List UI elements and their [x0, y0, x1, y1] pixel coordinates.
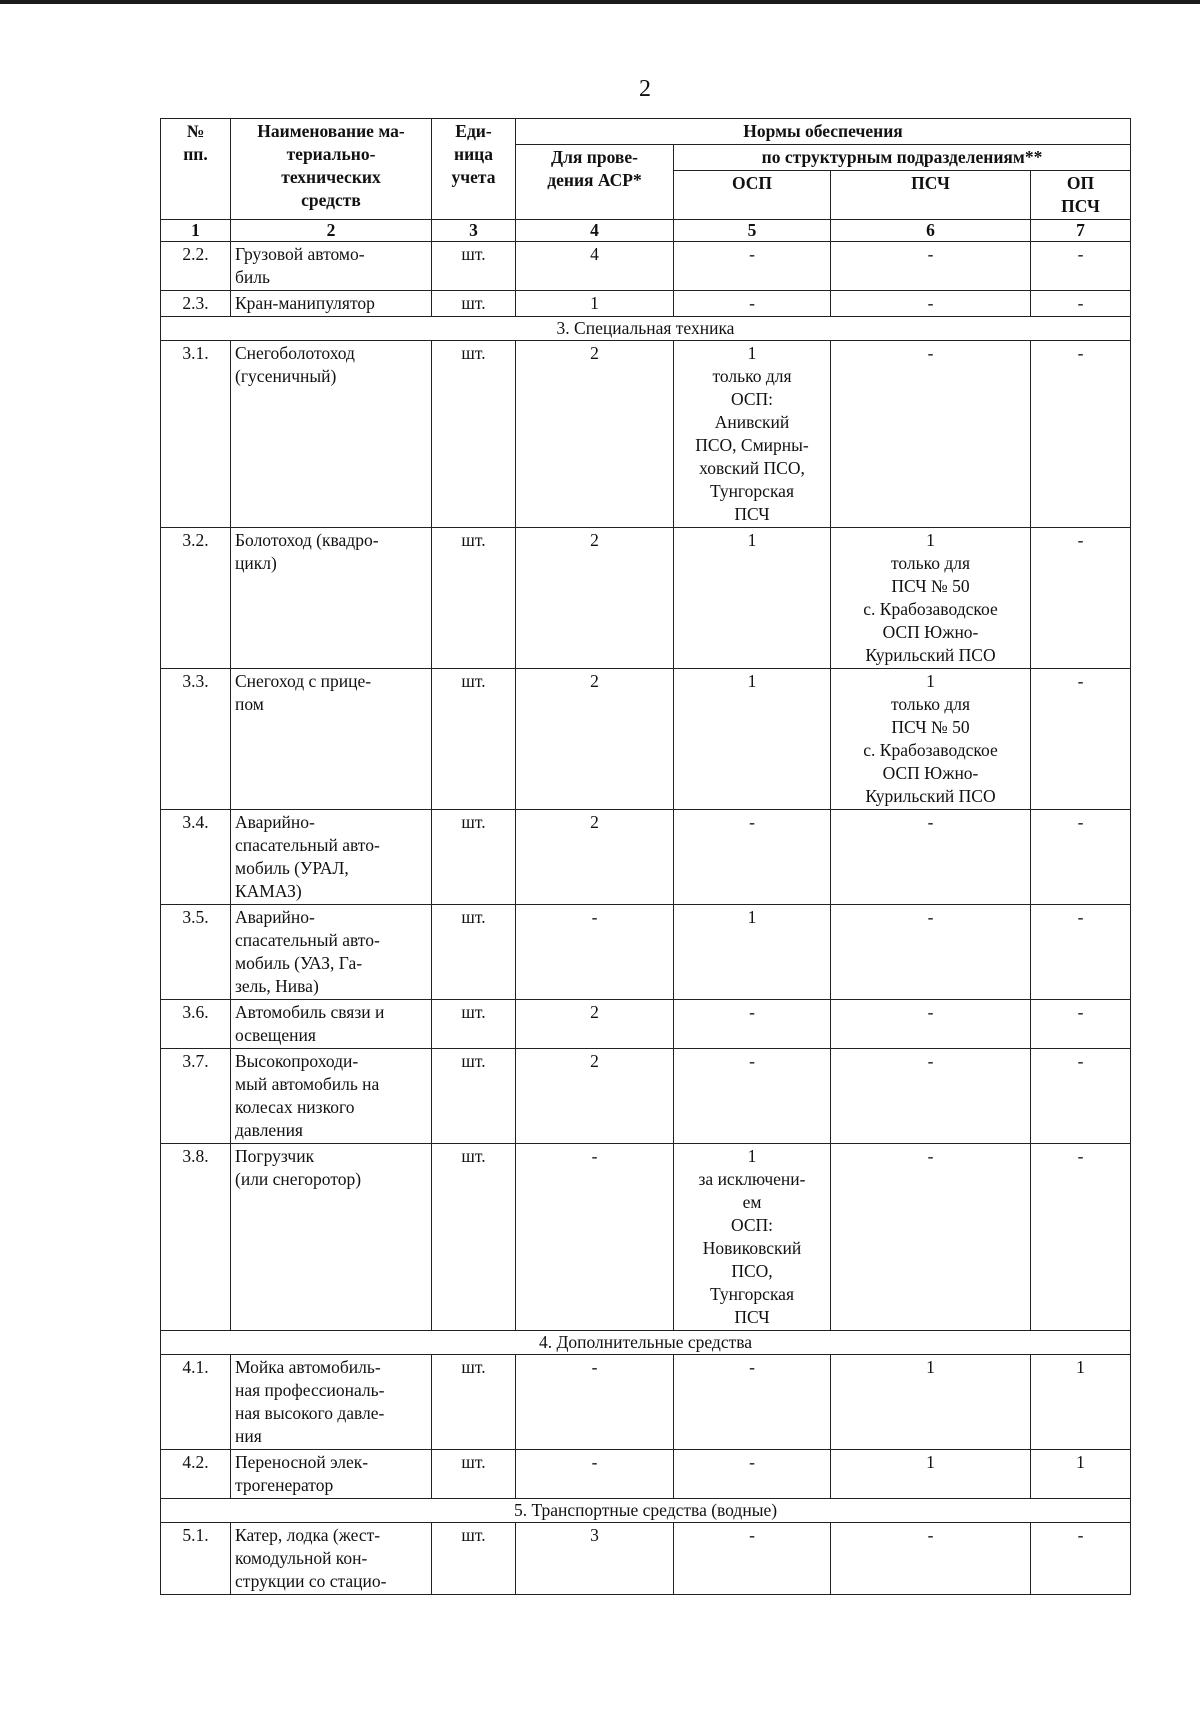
row-number: 3.5.: [161, 905, 231, 1000]
column-number: 7: [1031, 220, 1131, 242]
column-number: 5: [674, 220, 831, 242]
norm-psch: 1 только для ПСЧ № 50 с. Крабозаводское ОСП Южно- Курильский ПСО: [831, 669, 1031, 810]
table-row: [161, 1355, 1131, 1450]
norm-asr: 2: [516, 1000, 674, 1049]
table-row: [161, 242, 1131, 291]
norm-osp: -: [674, 1355, 831, 1450]
item-name: Снегоболотоход (гусеничный): [231, 341, 432, 528]
norm-asr: -: [516, 905, 674, 1000]
item-unit: шт.: [432, 905, 516, 1000]
norm-osp: -: [674, 291, 831, 317]
norm-op-psch: -: [1031, 1523, 1131, 1595]
item-name: Кран-манипулятор: [231, 291, 432, 317]
item-unit: шт.: [432, 1144, 516, 1331]
table-row: [161, 1000, 1131, 1049]
norm-op-psch: -: [1031, 528, 1131, 669]
header-norms: Нормы обеспечения: [516, 119, 1131, 145]
table-row: [161, 905, 1131, 1000]
table-row: [161, 1523, 1131, 1595]
row-number: 5.1.: [161, 1523, 231, 1595]
column-numbers-row: [161, 220, 1131, 242]
section-row: [161, 317, 1131, 341]
item-unit: шт.: [432, 242, 516, 291]
norm-psch: -: [831, 291, 1031, 317]
item-unit: шт.: [432, 810, 516, 905]
item-name: Погрузчик (или снегоротор): [231, 1144, 432, 1331]
norm-op-psch: -: [1031, 905, 1131, 1000]
item-name: Автомобиль связи и освещения: [231, 1000, 432, 1049]
section-row: [161, 1499, 1131, 1523]
norm-asr: 1: [516, 291, 674, 317]
row-number: 3.8.: [161, 1144, 231, 1331]
row-number: 2.3.: [161, 291, 231, 317]
item-unit: шт.: [432, 1355, 516, 1450]
norm-asr: 2: [516, 810, 674, 905]
norm-op-psch: -: [1031, 810, 1131, 905]
section-row: [161, 1331, 1131, 1355]
header-op-psch: ОП ПСЧ: [1031, 171, 1131, 220]
table-row: [161, 1144, 1131, 1331]
norm-osp: 1 только для ОСП: Анивский ПСО, Смирны- ховский ПСО, Тунгорская ПСЧ: [674, 341, 831, 528]
norm-psch: 1: [831, 1355, 1031, 1450]
row-number: 3.1.: [161, 341, 231, 528]
item-name: Грузовой автомо- биль: [231, 242, 432, 291]
norm-psch: -: [831, 341, 1031, 528]
header-asr: Для прове- дения АСР*: [516, 145, 674, 220]
header-psch: ПСЧ: [831, 171, 1031, 220]
header-row-1: [161, 119, 1131, 145]
norm-op-psch: -: [1031, 341, 1131, 528]
norm-psch: -: [831, 1049, 1031, 1144]
item-unit: шт.: [432, 1000, 516, 1049]
item-unit: шт.: [432, 528, 516, 669]
header-by-units: по структурным подразделениям**: [674, 145, 1131, 171]
norm-op-psch: -: [1031, 1000, 1131, 1049]
row-number: 3.7.: [161, 1049, 231, 1144]
norm-psch: 1 только для ПСЧ № 50 с. Крабозаводское ОСП Южно- Курильский ПСО: [831, 528, 1031, 669]
norm-op-psch: -: [1031, 1049, 1131, 1144]
column-number: 1: [161, 220, 231, 242]
norm-psch: 1: [831, 1450, 1031, 1499]
norm-asr: -: [516, 1450, 674, 1499]
row-number: 4.2.: [161, 1450, 231, 1499]
column-number: 6: [831, 220, 1031, 242]
row-number: 3.2.: [161, 528, 231, 669]
norm-osp: -: [674, 1523, 831, 1595]
table-row: [161, 528, 1131, 669]
column-number: 4: [516, 220, 674, 242]
norm-asr: 3: [516, 1523, 674, 1595]
item-unit: шт.: [432, 341, 516, 528]
norm-psch: -: [831, 905, 1031, 1000]
item-name: Болотоход (квадро- цикл): [231, 528, 432, 669]
row-number: 2.2.: [161, 242, 231, 291]
norm-op-psch: -: [1031, 1144, 1131, 1331]
header-osp: ОСП: [674, 171, 831, 220]
item-unit: шт.: [432, 1049, 516, 1144]
header-num: № пп.: [161, 119, 231, 220]
norm-psch: -: [831, 1144, 1031, 1331]
column-number: 2: [231, 220, 432, 242]
norm-osp: 1 за исключени- ем ОСП: Новиковский ПСО, Тунгорская ПСЧ: [674, 1144, 831, 1331]
table-row: [161, 1450, 1131, 1499]
norm-psch: -: [831, 242, 1031, 291]
item-unit: шт.: [432, 291, 516, 317]
row-number: 3.4.: [161, 810, 231, 905]
row-number: 4.1.: [161, 1355, 231, 1450]
norm-psch: -: [831, 810, 1031, 905]
item-name: Снегоход с прице- пом: [231, 669, 432, 810]
item-name: Переносной элек- трогенератор: [231, 1450, 432, 1499]
item-unit: шт.: [432, 669, 516, 810]
norm-op-psch: -: [1031, 291, 1131, 317]
table-body: [161, 242, 1131, 1595]
item-unit: шт.: [432, 1523, 516, 1595]
top-border-line: [0, 0, 1200, 4]
norm-asr: 2: [516, 1049, 674, 1144]
table-row: [161, 810, 1131, 905]
item-name: Аварийно- спасательный авто- мобиль (УАЗ, Га- зель, Нива): [231, 905, 432, 1000]
item-name: Аварийно- спасательный авто- мобиль (УРАЛ, КАМАЗ): [231, 810, 432, 905]
table-row: [161, 669, 1131, 810]
header-unit: Еди- ница учета: [432, 119, 516, 220]
norm-osp: 1: [674, 669, 831, 810]
norm-asr: -: [516, 1144, 674, 1331]
norm-op-psch: -: [1031, 242, 1131, 291]
norm-osp: -: [674, 1450, 831, 1499]
header-name: Наименование ма- териально- технических средств: [231, 119, 432, 220]
table-row: [161, 291, 1131, 317]
column-number: 3: [432, 220, 516, 242]
item-unit: шт.: [432, 1450, 516, 1499]
norm-osp: -: [674, 810, 831, 905]
norm-psch: -: [831, 1523, 1031, 1595]
norm-osp: 1: [674, 528, 831, 669]
item-name: Катер, лодка (жест- комодульной кон- струкции со стацио-: [231, 1523, 432, 1595]
norm-osp: -: [674, 1000, 831, 1049]
item-name: Высокопроходи- мый автомобиль на колесах низкого давления: [231, 1049, 432, 1144]
table-row: [161, 341, 1131, 528]
section-title: 5. Транспортные средства (водные): [161, 1499, 1131, 1523]
norm-asr: -: [516, 1355, 674, 1450]
row-number: 3.6.: [161, 1000, 231, 1049]
norm-asr: 4: [516, 242, 674, 291]
row-number: 3.3.: [161, 669, 231, 810]
norm-osp: -: [674, 242, 831, 291]
norm-osp: 1: [674, 905, 831, 1000]
norm-asr: 2: [516, 669, 674, 810]
norm-asr: 2: [516, 528, 674, 669]
norm-op-psch: 1: [1031, 1355, 1131, 1450]
norm-op-psch: 1: [1031, 1450, 1131, 1499]
section-title: 3. Специальная техника: [161, 317, 1131, 341]
norms-table: [160, 118, 1131, 1595]
section-title: 4. Дополнительные средства: [161, 1331, 1131, 1355]
norm-asr: 2: [516, 341, 674, 528]
norm-op-psch: -: [1031, 669, 1131, 810]
norm-psch: -: [831, 1000, 1031, 1049]
norm-osp: -: [674, 1049, 831, 1144]
table-row: [161, 1049, 1131, 1144]
item-name: Мойка автомобиль- ная профессиональ- ная высокого давле- ния: [231, 1355, 432, 1450]
page-number: 2: [639, 76, 651, 102]
